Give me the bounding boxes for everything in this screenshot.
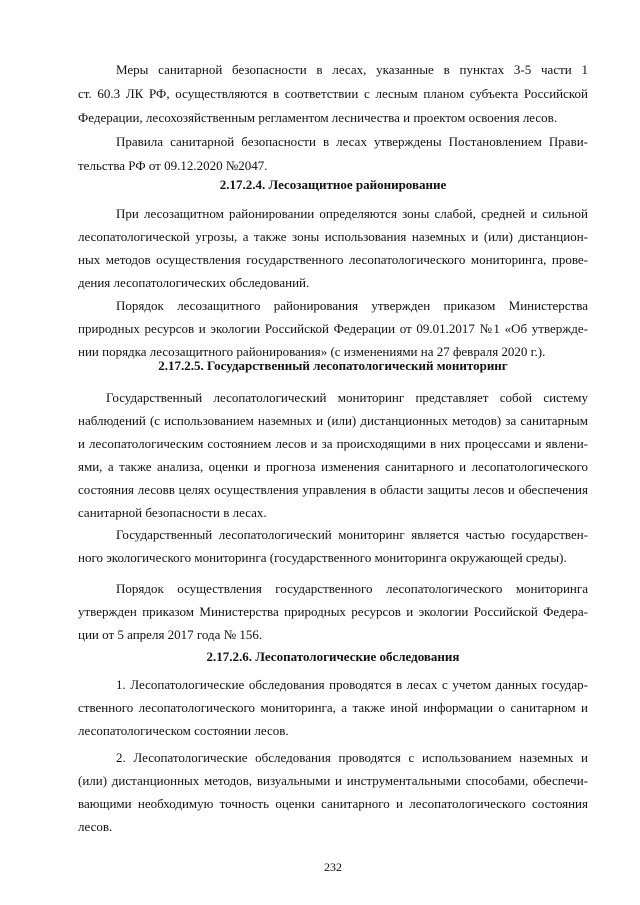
paragraph-line: При лесозащитном районировании определяются зоны слабой, средней и сильной xyxy=(116,206,588,221)
section-heading: 2.17.2.4. Лесозащитное районирование xyxy=(219,177,447,192)
paragraph-line: дения лесопатологических обследований. xyxy=(78,275,310,290)
paragraph-line: вающими необходимую точность оценки санитарного и лесопатологического состояния xyxy=(78,796,588,811)
paragraph-line: и лесопатологическим состоянием лесов и за происходящими в них процессами и явлени- xyxy=(78,436,588,451)
paragraph-line: санитарной безопасности в лесах. xyxy=(78,505,267,520)
paragraph-line: лесов. xyxy=(78,819,113,834)
paragraph-line: тельства РФ от 09.12.2020 №2047. xyxy=(78,158,268,173)
paragraph-line: ями, а также анализа, оценки и прогноза изменения санитарного и лесопатологического xyxy=(78,459,588,474)
paragraph-line: лесопатологической угрозы, а также зоны использования наземных и (или) дистанцион- xyxy=(78,229,588,244)
paragraph-line: Федерации, лесохозяйственным регламентом лесничества и проектом освоения лесов. xyxy=(78,110,558,125)
paragraph-line: (или) дистанционных методов, визуальными и инструментальными способами, обеспечи- xyxy=(78,773,588,788)
section-heading: 2.17.2.5. Государственный лесопатологический мониторинг xyxy=(158,358,508,373)
paragraph-line: 2. Лесопатологические обследования проводятся с использованием наземных и xyxy=(116,750,588,765)
paragraph-line: Государственный лесопатологический мониторинг представляет собой систему xyxy=(106,390,588,405)
paragraph-line: утвержден приказом Министерства природных ресурсов и экологии Российской Федера- xyxy=(78,604,588,619)
paragraph-line: ст. 60.3 ЛК РФ, осуществляются в соответствии с лесным планом субъекта Российской xyxy=(78,86,588,101)
paragraph-line: ного экологического мониторинга (государственного мониторинга окружающей среды). xyxy=(78,550,567,565)
paragraph-line: Порядок лесозащитного районирования утвержден приказом Министерства xyxy=(116,298,588,313)
paragraph-line: состояния лесовв целях осуществления управления в области защиты лесов и обеспечения xyxy=(78,482,588,497)
paragraph-line: ных методов осуществления государственного лесопатологического мониторинга, прове- xyxy=(78,252,588,267)
paragraph-line: лесопатологическом состоянии лесов. xyxy=(78,723,289,738)
paragraph-line: природных ресурсов и экологии Российской Федерации от 09.01.2017 №1 «Об утвержде- xyxy=(78,321,588,336)
page-number: 232 xyxy=(324,860,342,874)
paragraph-line: нии порядка лесозащитного районирования» (с изменениями на 27 февраля 2020 г.). xyxy=(78,344,546,359)
paragraph-line: ции от 5 апреля 2017 года № 156. xyxy=(78,627,263,642)
paragraph-line: Порядок осуществления государственного лесопатологического мониторинга xyxy=(116,581,588,596)
paragraph-line: ственного лесопатологического мониторинга, а также иной информации о санитарном и xyxy=(78,700,588,715)
paragraph-line: наблюдений (с использованием наземных и (или) дистанционных методов) за санитарным xyxy=(78,413,588,428)
paragraph-line: Меры санитарной безопасности в лесах, указанные в пунктах 3-5 части 1 xyxy=(116,62,588,77)
section-heading: 2.17.2.6. Лесопатологические обследования xyxy=(206,649,460,664)
paragraph-line: Правила санитарной безопасности в лесах утверждены Постановлением Прави- xyxy=(116,134,588,149)
paragraph-line: Государственный лесопатологический мониторинг является частью государствен- xyxy=(116,527,588,542)
paragraph-line: 1. Лесопатологические обследования проводятся в лесах с учетом данных государ- xyxy=(116,677,588,692)
